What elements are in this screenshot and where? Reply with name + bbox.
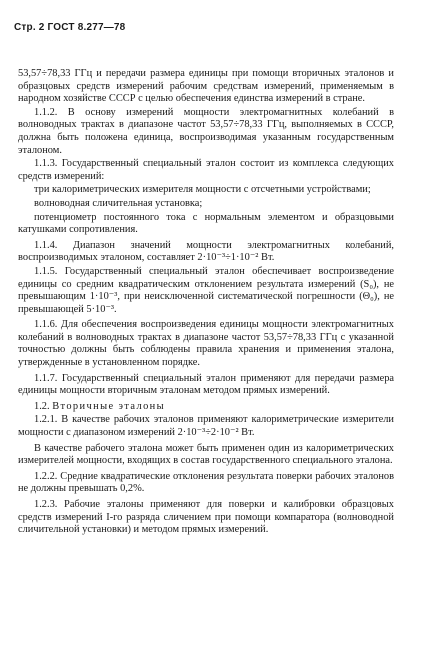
paragraph-1-1-5: 1.1.5. Государственный специальный эталон обеспечивает воспроизведение единицы со средним квадратическим отклонением результата измерений (S₀), не превышающим 1·10⁻³, при неисключенной систематической погрешности (Θ₀), не превышающей 5·10⁻³. <box>18 265 394 315</box>
paragraph-1-1-7: 1.1.7. Государственный специальный эталон применяют для передачи размера единицы мощности вторичным эталонам методом прямых измерений. <box>18 372 394 397</box>
paragraph-1-1-2: 1.1.2. В основу измерений мощности электромагнитных колебаний в волноводных трактах в диапазоне частот 53,57÷78,33 ГГц, выполняемых в СССР, должна быть положена единица, воспроизводимая указанным государственным эталоном. <box>18 106 394 156</box>
section-heading-1-2 <box>18 401 394 414</box>
page-header: Стр. 2 ГОСТ 8.277—78 <box>14 22 126 33</box>
section-title: Вторичные эталоны <box>52 400 166 412</box>
paragraph-1-2-1-note: В качестве рабочего эталона может быть применен один из калориметрических измерителей мощности, входящих в состав государственного специального эталона. <box>18 442 394 467</box>
paragraph-1-2-1: 1.2.1. В качестве рабочих эталонов применяют калориметрические измерители мощности с диапазоном измерений 2·10⁻³÷2·10⁻² Вт. <box>18 414 394 439</box>
document-body <box>18 68 394 538</box>
list-item-calorimeters: три калориметрических измерителя мощности с отсчетными устройствами; <box>34 184 371 196</box>
paragraph-1-1-4: 1.1.4. Диапазон значений мощности электромагнитных колебаний, воспроизводимых эталоном, составляет 2·10⁻³÷1·10⁻² Вт. <box>18 239 394 264</box>
paragraph-1-1-1-continued: 53,57÷78,33 ГГц и передачи размера единицы при помощи вторичных эталонов и образцовых средств измерений рабочим средствам измерений, применяемым в народном хозяйстве СССР с целью обеспечения единства измерений в стране. <box>18 68 394 105</box>
paragraph-1-1-3: 1.1.3. Государственный специальный эталон состоит из комплекса следующих средств измерений: <box>18 158 394 182</box>
section-number: 1.2. <box>34 400 50 412</box>
paragraph-1-2-3: 1.2.3. Рабочие эталоны применяют для поверки и калибровки образцовых средств измерений I-го разряда сличением при помощи компаратора (волноводной сличительной установки) и методом прямых измерений. <box>18 499 394 536</box>
list-item-potentiometer: потенциометр постоянного тока с нормальным элементом и образцовыми катушками сопротивления. <box>18 211 394 236</box>
paragraph-1-2-2: 1.2.2. Средние квадратические отклонения результата поверки рабочих эталонов не должны превышать 0,2%. <box>18 470 394 495</box>
paragraph-1-1-6: 1.1.6. Для обеспечения воспроизведения единицы мощности электромагнитных колебаний в волноводных трактах в диапазоне частот 53,57÷78,33 ГГц с указанной точностью должны быть соблюдены правила хранения и применения эталона, утвержденные в установленном порядке. <box>18 319 394 369</box>
list-item-comparison-setup: волноводная сличительная установка; <box>34 197 203 209</box>
